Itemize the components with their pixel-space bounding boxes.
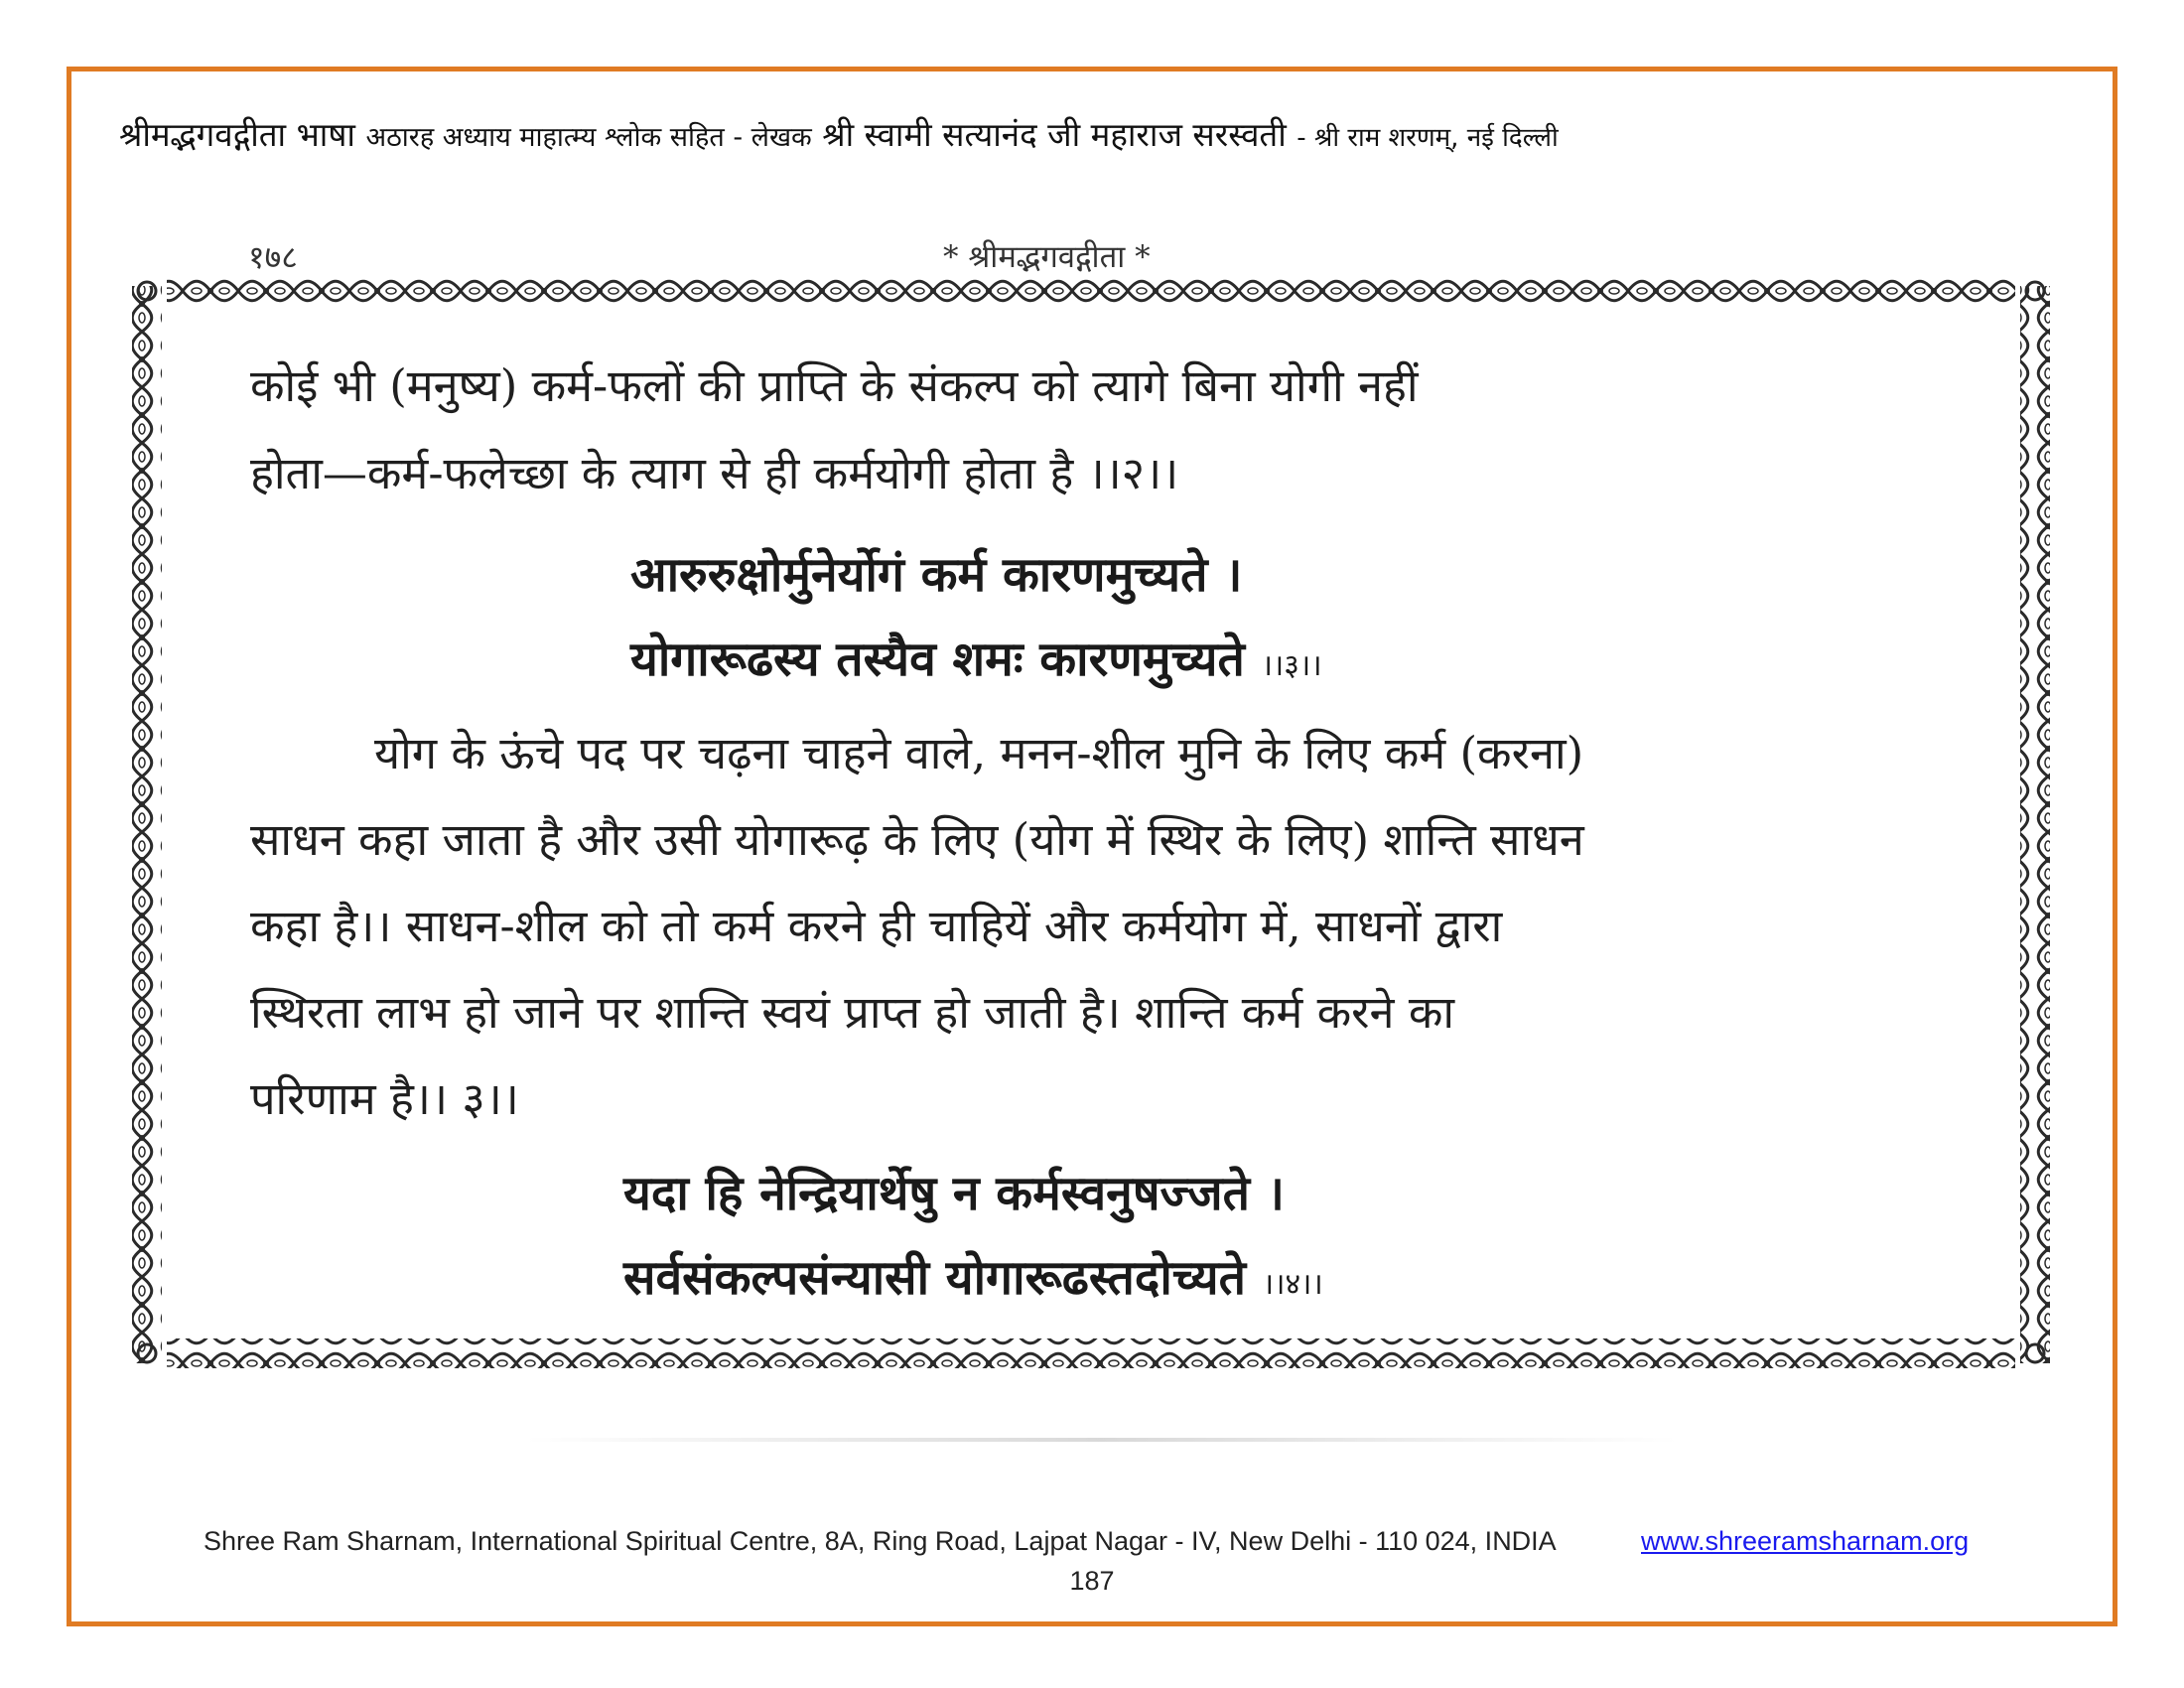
footer-page-number: 187 [1069, 1566, 1115, 1596]
scan-artifact-line [526, 1438, 1678, 1442]
paragraph-verse3-translation [250, 710, 1958, 1142]
footer-address: Shree Ram Sharnam, International Spiritual Centre, 8A, Ring Road, Lajpat Nagar - IV, New Delhi - 110 024, INDIA [204, 1526, 1557, 1556]
paragraph-line: परिणाम है।। ३।। [250, 1072, 519, 1125]
verse3-line2 [630, 626, 1322, 690]
verse4-number: ।।४।। [1262, 1267, 1323, 1302]
verse3-number: ।।३।। [1261, 648, 1322, 683]
paragraph-line: होता—कर्म-फलेच्छा के त्याग से ही कर्मयोगी होता है ।।२।। [250, 447, 1179, 499]
scan-running-title: * श्रीमद्भगवद्गीता * [943, 239, 1151, 275]
header-publisher: - श्री राम शरणम्, नई दिल्ली [1297, 123, 1559, 153]
verse3-line1: आरुरुक्षोर्मुनेर्योगं कर्म कारणमुच्यते । [630, 547, 1243, 603]
paragraph-line: स्थिरता लाभ हो जाने पर शान्ति स्वयं प्राप्त हो जाती है। शान्ति कर्म करने का [250, 986, 1455, 1039]
page-header [119, 111, 2085, 156]
verse4-line1: यदा हि नेन्द्रियार्थेषु न कर्मस्वनुषज्जते । [623, 1166, 1285, 1221]
header-author: श्री स्वामी सत्यानंद जी महाराज सरस्वती [822, 115, 1287, 154]
footer-website-link[interactable]: www.shreeramsharnam.org [1641, 1526, 1970, 1556]
verse3-text: योगारूढस्य तस्यैव शमः कारणमुच्यते [630, 632, 1245, 687]
scan-page-number: १७८ [248, 238, 298, 276]
paragraph-verse2-translation [250, 343, 1958, 517]
paragraph-line: कहा है।। साधन-शील को तो कर्म करने ही चाहियें और कर्मयोग में, साधनों द्वारा [250, 900, 1503, 952]
verse4-text: सर्वसंकल्पसंन्यासी योगारूढस्तदोच्यते [623, 1250, 1246, 1306]
verse4-line2 [623, 1244, 1323, 1309]
header-title-main: श्रीमद्भगवद्गीता भाषा [119, 115, 355, 154]
paragraph-line: कोई भी (मनुष्य) कर्म-फलों की प्राप्ति के संकल्प को त्यागे बिना योगी नहीं [250, 359, 1419, 412]
header-title-subtitle: अठारह अध्याय माहात्म्य श्लोक सहित - लेखक [365, 122, 812, 153]
paragraph-line: साधन कहा जाता है और उसी योगारूढ़ के लिए (योग में स्थिर के लिए) शान्ति साधन [250, 813, 1584, 866]
paragraph-line: योग के ऊंचे पद पर चढ़ना चाहने वाले, मनन-शील मुनि के लिए कर्म (करना) [374, 727, 1584, 779]
